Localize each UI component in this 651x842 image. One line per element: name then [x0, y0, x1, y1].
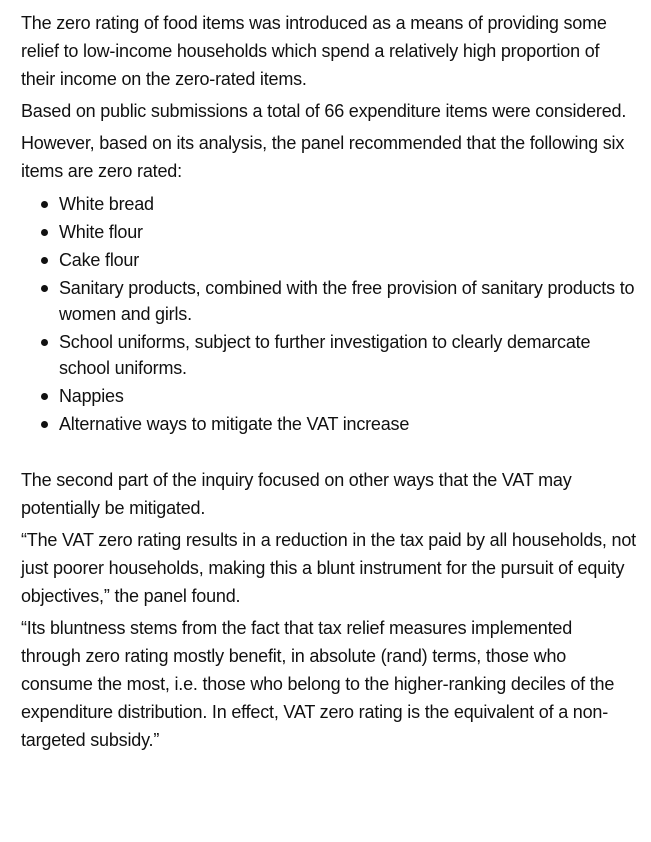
- list-item: [21, 191, 636, 217]
- paragraph-panel-quote-2: “Its bluntness stems from the fact that tax relief measures implemented through zero rating mostly benefit, in absolute (rand) terms, those who consume the most, i.e. those who belong to the higher-ranking deciles of the expenditure distribution. In effect, VAT zero rating is the equivalent of a non-targeted subsidy.”: [21, 618, 615, 750]
- list-item-text: Sanitary products, combined with the free provision of sanitary products to women and girls.: [59, 278, 635, 324]
- list-item-text: School uniforms, subject to further investigation to clearly demarcate school uniforms.: [59, 332, 591, 378]
- bullet-icon: [41, 257, 48, 264]
- bullet-icon: [41, 393, 48, 400]
- list-item: [21, 275, 636, 327]
- bullet-icon: [41, 339, 48, 346]
- bullet-icon: [41, 285, 48, 292]
- paragraph-zero-rating-intro: The zero rating of food items was introduced as a means of providing some relief to low-income households which spend a relatively high proportion of their income on the zero-rated items.: [21, 13, 607, 89]
- list-item-text: White flour: [59, 222, 143, 242]
- list-item: [21, 247, 636, 273]
- bullet-icon: [41, 229, 48, 236]
- paragraph-submissions: Based on public submissions a total of 66 expenditure items were considered.: [21, 101, 627, 121]
- paragraph-second-part: The second part of the inquiry focused on other ways that the VAT may potentially be mitigated.: [21, 470, 572, 518]
- list-item-text: Alternative ways to mitigate the VAT increase: [59, 414, 410, 434]
- list-item: [21, 219, 636, 245]
- list-item: [21, 329, 636, 381]
- zero-rated-items-list: [21, 191, 636, 437]
- paragraph-panel-recommendation: However, based on its analysis, the panel recommended that the following six items are zero rated:: [21, 133, 625, 181]
- bullet-icon: [41, 421, 48, 428]
- bullet-icon: [41, 201, 48, 208]
- list-item-text: Cake flour: [59, 250, 140, 270]
- list-item: [21, 411, 636, 437]
- section-spacer: [21, 439, 636, 466]
- list-item-text: White bread: [59, 194, 154, 214]
- list-item: [21, 383, 636, 409]
- list-item-text: Nappies: [59, 386, 124, 406]
- article-body: [21, 9, 636, 758]
- paragraph-panel-quote-1: “The VAT zero rating results in a reduction in the tax paid by all households, not just poorer households, making this a blunt instrument for the pursuit of equity objectives,” the panel found.: [21, 530, 636, 606]
